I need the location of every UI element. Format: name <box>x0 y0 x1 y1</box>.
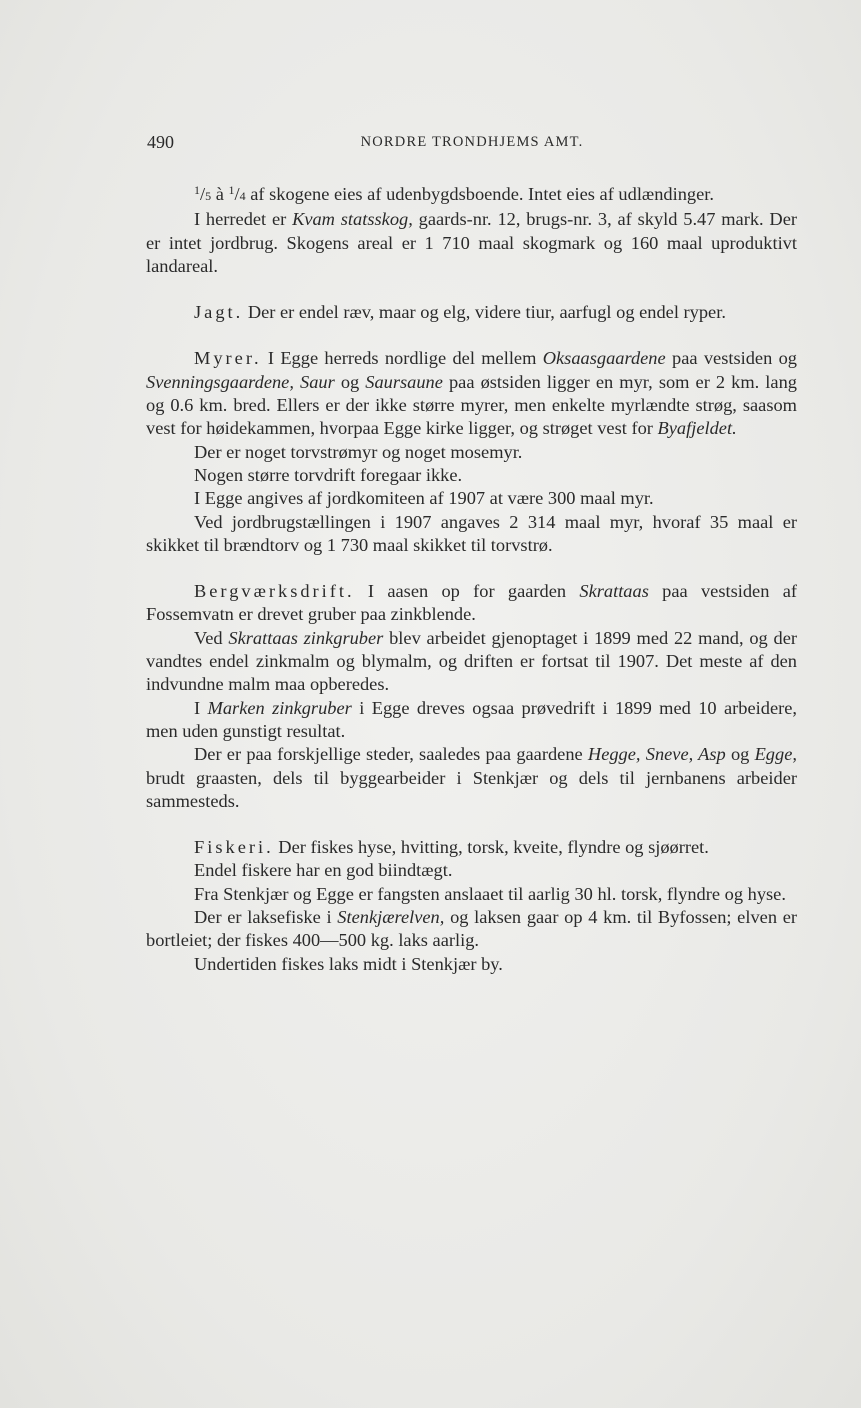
paragraph-ownership: $^1$/5 à $^1$/4 af skogene eies af udenbygdsboende. Intet eies af udlændinger. <box>194 183 714 204</box>
fraction-numerator: 1 <box>228 183 235 197</box>
text-run: I aasen op for gaarden <box>367 581 567 602</box>
italic-place-name: Stenkjærelven, <box>337 907 445 928</box>
text-run: og laksen gaar op 4 km. til Byfossen; elven er bortleiet; der fiskes 400—500 kg. laks aarlig. <box>146 907 797 951</box>
fraction-denominator: 4 <box>239 189 246 203</box>
section-heading-fiskeri: Fiskeri. <box>194 837 274 858</box>
text-run: Der er paa forskjellige steder, saaledes paa gaardene <box>194 744 583 765</box>
text-run: gaards-nr. 12, brugs-nr. 3, af skyld 5.47 mark. Der er intet jordbrug. Skogens areal er 1 710 maal skogmark og 160 maal uproduktivt landareal. <box>146 209 797 276</box>
paragraph-fangsten: Fra Stenkjær og Egge er fangsten anslaaet til aarlig 30 hl. torsk, flyndre og hyse. <box>194 883 786 904</box>
text-run: I <box>194 697 201 718</box>
text-run: paa østsiden ligger en myr, som er 2 km. lang og 0.6 km. bred. Ellers er der ikke større myrer, men enkelte myrlændte strøg, saasom vest for høidekammen, hvorpaa Egge kirke ligger, og strøget vest for <box>146 371 797 439</box>
italic-place-name: Marken zinkgruber <box>207 697 352 718</box>
italic-place-name: Kvam statsskog, <box>292 209 413 230</box>
italic-place-name: Svenningsgaardene, Saur <box>146 371 335 392</box>
text-run: I herredet er <box>194 209 287 230</box>
text-run: brudt graasten, dels til byggearbeider i Stenkjær og dels til jernbanens arbeider sammesteds. <box>146 767 797 811</box>
text-run: Der fiskes hyse, hvitting, torsk, kveite, flyndre og sjøørret. <box>278 837 709 858</box>
paragraph-graasten <box>146 743 797 813</box>
fraction-numerator: 1 <box>194 183 200 197</box>
italic-place-name: Egge, <box>754 744 797 765</box>
page-number: 490 <box>147 132 174 152</box>
text-run: paa vestsiden af Fossemvatn er drevet gruber paa zinkblende. <box>146 581 797 625</box>
text-run: Der er laksefiske i <box>194 907 332 928</box>
text-run: blev arbeidet gjenoptaget i 1899 med 22 mand, og der vandtes endel zinkmalm og blymalm, og driften er fortsat til 1907. Det meste af den indvundne malm maa opberedes. <box>146 627 797 695</box>
running-title: NORDRE TRONDHJEMS AMT. <box>360 134 584 150</box>
text-run: I Egge herreds nordlige del mellem <box>267 348 537 369</box>
text-run: og <box>340 371 360 392</box>
paragraph-jordkomiteen: I Egge angives af jordkomiteen af 1907 at være 300 maal myr. <box>194 488 654 509</box>
paragraph-jordbrugstaellingen: Ved jordbrugstællingen i 1907 angaves 2 314 maal myr, hvoraf 35 maal er skikket til brændtorv og 1 730 maal skikket til torvstrø. <box>146 511 797 555</box>
paragraph-jagt <box>146 301 797 324</box>
paragraph-marken <box>146 697 797 744</box>
text-run: paa vestsiden og <box>672 348 797 369</box>
italic-place-name: Byafjeldet. <box>657 418 737 439</box>
italic-place-name: Oksaasgaardene <box>542 348 666 369</box>
paragraph-bergvaerksdrift <box>146 580 797 627</box>
text-run: og <box>730 744 750 765</box>
paragraph-torvdrift: Nogen større torvdrift foregaar ikke. <box>194 464 463 485</box>
section-heading-jagt: Jagt. <box>194 302 244 323</box>
paragraph-biindtaegt: Endel fiskere har en god biindtægt. <box>194 860 453 881</box>
text-run: Ved <box>194 627 223 648</box>
fraction-separator: à <box>215 184 224 204</box>
italic-place-name: Hegge, Sneve, Asp <box>587 744 726 765</box>
paragraph-statsskog <box>146 208 797 278</box>
italic-place-name: Saursaune <box>365 371 443 392</box>
paragraph-laks-midt: Undertiden fiskes laks midt i Stenkjær by. <box>194 953 503 974</box>
paragraph-text: af skogene eies af udenbygdsboende. Intet eies af udlændinger. <box>250 184 714 204</box>
fraction-denominator: 5 <box>205 189 212 203</box>
page-header <box>147 132 797 156</box>
paragraph-torvstromyr: Der er noget torvstrømyr og noget mosemyr. <box>194 441 523 462</box>
paragraph-skrattaas <box>146 627 797 697</box>
body-text <box>146 179 797 976</box>
text-run: i Egge dreves ogsaa prøvedrift i 1899 med 10 arbeidere, men uden gunstigt resultat. <box>146 697 798 741</box>
paragraph-fiskeri <box>146 836 797 859</box>
text-run: Der er endel ræv, maar og elg, videre tiur, aarfugl og endel ryper. <box>247 302 726 323</box>
italic-place-name: Skrattaas zinkgruber <box>228 627 384 648</box>
italic-place-name: Skrattaas <box>579 581 649 602</box>
section-heading-myrer: Myrer. <box>194 348 262 369</box>
section-heading-bergvaerksdrift: Bergværksdrift. <box>194 581 355 602</box>
paragraph-myrer <box>146 347 797 440</box>
paragraph-laksefiske <box>146 906 797 953</box>
